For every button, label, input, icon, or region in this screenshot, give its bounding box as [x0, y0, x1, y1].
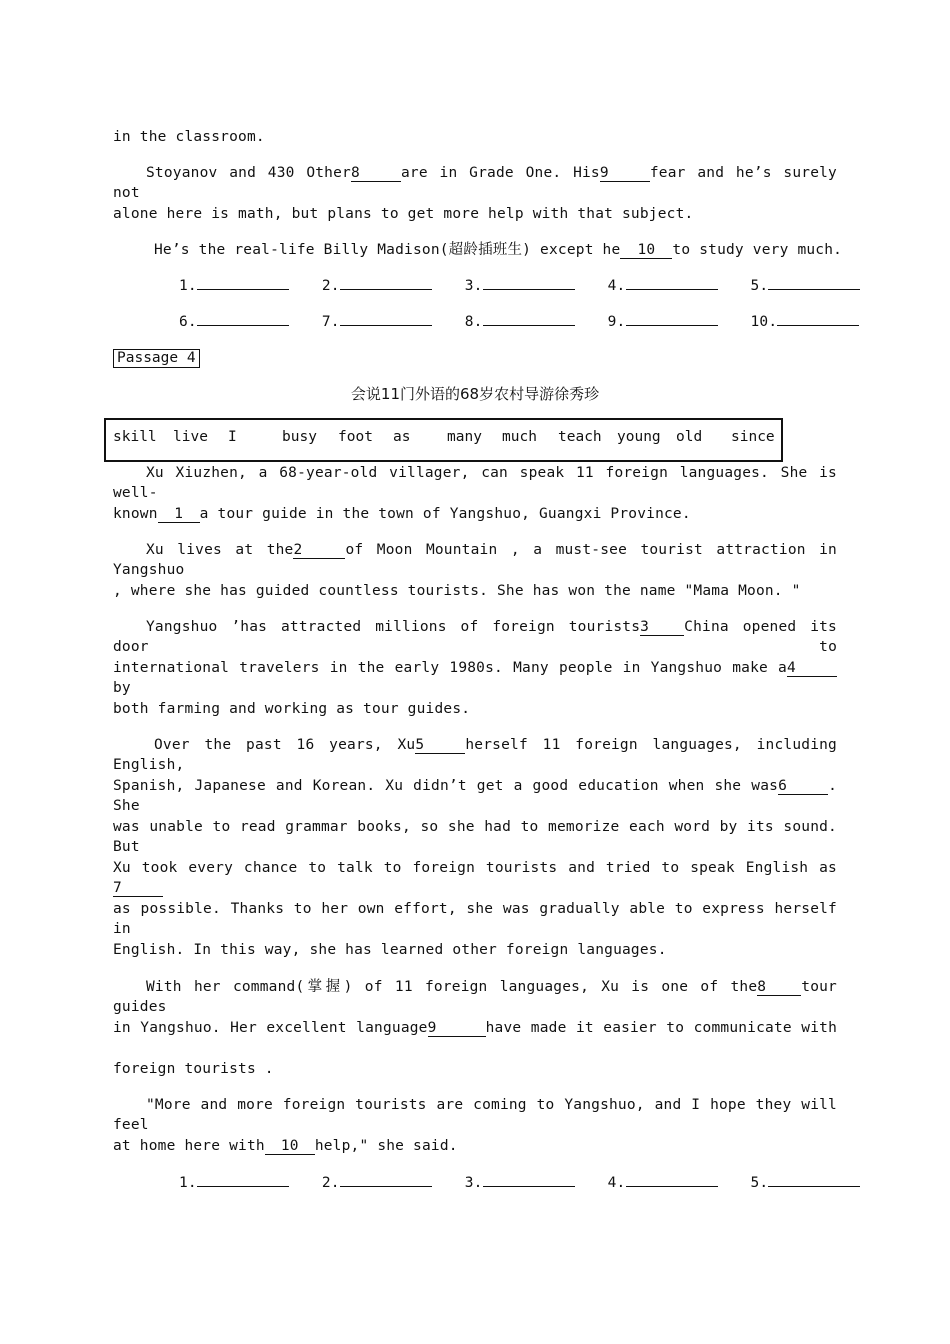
blank-8: 8 [351, 165, 401, 182]
passage-title: 会说11门外语的68岁农村导游徐秀珍 [350, 385, 600, 403]
answer-slot: 3. [432, 1173, 575, 1193]
word-bank-item: many [447, 429, 482, 445]
text-line: Xu Xiuzhen, a 68-year-old villager, can speak 11 foreign languages. She is well- [113, 465, 837, 501]
blank-9: 9 [600, 165, 650, 182]
text-line: at home here with 10 help," she said. [113, 1138, 458, 1154]
blank-2: 2 [293, 542, 345, 559]
text-line: known 1 a tour guide in the town of Yangshuo, Guangxi Province. [113, 506, 691, 522]
text-line: English. In this way, she has learned other foreign languages. [113, 942, 667, 958]
answer-slot: 1. [146, 1173, 289, 1193]
word-bank-item: old [676, 429, 703, 445]
blank-5: 5 [415, 737, 465, 754]
word-bank [104, 418, 783, 462]
word-bank-item: foot [338, 429, 373, 445]
text-line: , where she has guided countless tourists. She has won the name "Mama Moon. " [113, 583, 801, 599]
word-bank-item: as [393, 429, 411, 445]
answer-slot: 4. [575, 1173, 718, 1193]
answer-row [113, 276, 837, 296]
word-bank-item: much [502, 429, 537, 445]
text-line: both farming and working as tour guides. [113, 701, 471, 717]
answer-slot: 7. [289, 312, 432, 332]
blank-10: 10 [265, 1138, 315, 1155]
answer-slot: 4. [575, 276, 718, 296]
answer-slot: 6. [146, 312, 289, 332]
word-bank-item: live [173, 429, 208, 445]
text-line [113, 163, 837, 203]
word-bank-item: skill [113, 429, 157, 445]
blank-9: 9 [428, 1020, 486, 1037]
text-line: in the classroom. [113, 129, 265, 145]
text-line: in Yangshuo. Her excellent language9 have made it easier to communicate with [113, 1020, 837, 1036]
word-bank-item: I [228, 429, 237, 445]
text-line: Yangshuo ’has attracted millions of foreign tourists3 China opened its door to [113, 619, 837, 655]
text-line: Spanish, Japanese and Korean. Xu didn’t get a good education when she was6 . She [113, 778, 837, 814]
blank-4: 4 [787, 660, 837, 677]
answer-slot: 8. [432, 312, 575, 332]
text-line: international travelers in the early 1980s. Many people in Yangshuo make a4by [113, 658, 837, 698]
text-line: foreign tourists . [113, 1061, 274, 1077]
answer-row [113, 312, 837, 332]
text-line: as possible. Thanks to her own effort, she was gradually able to express herself in [113, 901, 837, 937]
text-line: alone here is math, but plans to get more help with that subject. [113, 206, 694, 222]
text-line: Xu lives at the2 of Moon Mountain , a must-see tourist attraction in Yangshuo [113, 542, 837, 578]
answer-slot: 3. [432, 276, 575, 296]
answer-slot: 1. [146, 276, 289, 296]
answer-row [113, 1173, 837, 1193]
text-line: Over the past 16 years, Xu5 herself 11 foreign languages, including English, [113, 737, 837, 773]
blank-8: 8 [757, 979, 801, 996]
text-segment: are in Grade One. His [400, 165, 600, 181]
text-segment: to study very much. [672, 242, 843, 258]
word-bank-item: since [731, 429, 775, 445]
text-line: "More and more foreign tourists are coming to Yangshuo, and I hope they will feel [113, 1097, 837, 1133]
text-segment: He’s the real-life Billy Madison(超龄插班生) except he [154, 242, 621, 258]
text-segment: fear and he’s surely not [113, 165, 837, 201]
blank-6: 6 [778, 778, 828, 795]
blank-7: 7 [113, 880, 163, 897]
answer-slot: 2. [289, 276, 432, 296]
blank-10: 10 [620, 242, 672, 259]
answer-slot: 9. [575, 312, 718, 332]
answer-slot: 2. [289, 1173, 432, 1193]
passage-label: Passage 4 [113, 349, 200, 368]
blank-3: 3 [640, 619, 684, 636]
answer-slot: 5. [718, 276, 861, 296]
answer-slot: 10. [718, 312, 860, 332]
word-bank-item: young [617, 429, 661, 445]
text-line: was unable to read grammar books, so she had to memorize each word by its sound. But [113, 819, 837, 855]
answer-slot: 5. [718, 1173, 861, 1193]
text-line [113, 240, 843, 260]
text-line: With her command(掌握) of 11 foreign languages, Xu is one of the8 tour guides [113, 979, 837, 1015]
text-segment: Stoyanov and 430 Other [146, 165, 351, 181]
blank-1: 1 [158, 506, 200, 523]
word-bank-item: busy [282, 429, 317, 445]
word-bank-item: teach [558, 429, 602, 445]
text-line: Xu took every chance to talk to foreign tourists and tried to speak English as7 [113, 860, 837, 896]
